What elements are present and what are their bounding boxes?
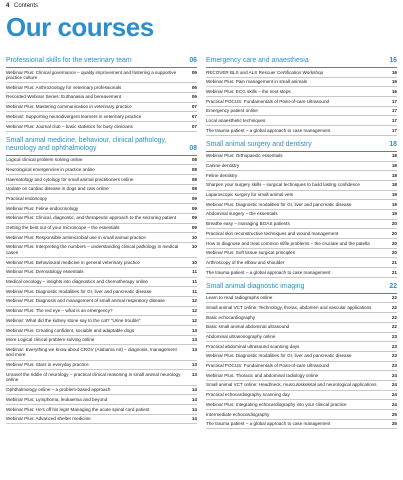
course-page-number: 11 bbox=[192, 279, 197, 285]
course-title: Webinar Plus: Interpreting the numbers – understanding clinical pathology in medical cases bbox=[6, 244, 179, 255]
page-number: 4 bbox=[6, 3, 10, 9]
course-item[interactable] bbox=[6, 185, 197, 195]
course-item[interactable] bbox=[206, 400, 397, 410]
section-title: Professional skills for the veterinary team bbox=[6, 57, 132, 64]
course-title: Webinar Plus: Thoracic and abdominal radiology online bbox=[206, 372, 319, 378]
course-item[interactable] bbox=[6, 287, 197, 297]
course-page-number: 24 bbox=[391, 401, 397, 407]
course-item[interactable] bbox=[206, 181, 397, 191]
section-page-number: 22 bbox=[389, 282, 397, 290]
course-title: Webinar Plus: Clinical, diagnostic, and therapeutic approach to the seizuring patient bbox=[6, 215, 176, 221]
course-title: Practical POCUS: Fundamentals of Point-of-care Ultrasound bbox=[206, 98, 330, 104]
course-item[interactable] bbox=[206, 303, 397, 313]
course-section bbox=[6, 137, 197, 425]
course-page-number: 22 bbox=[391, 304, 397, 310]
course-page-number: 24 bbox=[391, 392, 397, 398]
course-page-number: 08 bbox=[191, 186, 197, 192]
course-title: Neurological emergencies in practice online bbox=[6, 166, 95, 172]
course-title: Ophthalmology online – a problem-based approach bbox=[6, 387, 111, 393]
section-heading[interactable] bbox=[206, 57, 397, 68]
course-item[interactable] bbox=[206, 116, 397, 126]
course-page-number: 20 bbox=[391, 230, 397, 236]
course-item[interactable] bbox=[206, 239, 397, 249]
course-item[interactable] bbox=[6, 194, 197, 204]
course-title: Webinar Plus: He's off his legs! Managing the acute spinal cord patient bbox=[6, 406, 150, 412]
course-page-number: 13 bbox=[191, 362, 197, 368]
course-title: Webinar Plus: Diagnostic modalities for GI, liver and pancreatic disease bbox=[206, 201, 352, 207]
course-title: Intermediate echocardiography bbox=[206, 411, 270, 417]
course-item[interactable] bbox=[6, 405, 197, 415]
course-item[interactable] bbox=[206, 371, 397, 381]
course-section bbox=[206, 57, 397, 136]
course-title: Medical oncology – insights into diagnostics and chemotherapy online bbox=[6, 279, 148, 285]
course-page-number: 11 bbox=[192, 288, 197, 294]
course-page-number: 17 bbox=[391, 98, 397, 104]
course-title: Haematology and cytology for small animal practitioners online bbox=[6, 176, 134, 182]
course-item[interactable] bbox=[206, 333, 397, 343]
section-page-number: 16 bbox=[389, 57, 397, 64]
course-title: Webinar Plus: Diagnosis and management of small animal respiratory disease bbox=[6, 298, 165, 304]
course-page-number: 23 bbox=[391, 334, 397, 339]
course-item[interactable] bbox=[206, 171, 397, 181]
section-page-number: 08 bbox=[189, 144, 197, 152]
course-item[interactable] bbox=[6, 345, 197, 360]
section-page-number: 06 bbox=[189, 57, 197, 64]
course-item[interactable] bbox=[206, 352, 397, 362]
page-title: Our courses bbox=[6, 12, 154, 42]
course-page-number: 21 bbox=[391, 259, 397, 265]
course-item[interactable] bbox=[6, 297, 197, 307]
course-title: Canine dentistry bbox=[206, 163, 240, 168]
course-page-number: 06 bbox=[191, 84, 197, 90]
course-title: Webinar Plus: Clinical governance – quality improvement and fostering a supportive practice culture bbox=[6, 69, 177, 81]
section-title: Small animal surgery and dentistry bbox=[206, 140, 312, 148]
course-title: Practical endoscopy bbox=[6, 195, 48, 201]
course-page-number: 17 bbox=[391, 108, 397, 114]
course-title: Webinar Plus: Lymphoma, leukaemia and beyond bbox=[6, 396, 108, 402]
course-item[interactable] bbox=[206, 229, 397, 239]
course-page-number: 19 bbox=[391, 201, 397, 207]
section-heading[interactable] bbox=[6, 137, 197, 156]
course-title: Webinar Plus: Mastering communication in veterinary practice bbox=[6, 104, 132, 110]
course-item[interactable] bbox=[206, 294, 397, 304]
course-item[interactable] bbox=[6, 258, 197, 268]
course-item[interactable] bbox=[206, 200, 397, 210]
page-header bbox=[6, 3, 38, 9]
course-item[interactable] bbox=[6, 204, 197, 214]
course-item[interactable] bbox=[206, 362, 397, 372]
course-title: Webinar: What did the kidney stone say to the cat? "Urine trouble" bbox=[6, 317, 141, 323]
course-title: Webinar Plus: Advanced shelter medicine bbox=[6, 416, 91, 422]
course-item[interactable] bbox=[6, 156, 197, 166]
course-title: Small animal VCT online: Head/neck, musculoskeletal and neurological applications bbox=[206, 382, 377, 388]
course-title: Practical echocardiography scanning day bbox=[206, 392, 290, 398]
course-title: Unravel the riddle of neurology – practical clinical reasoning in small animal neurology online bbox=[6, 371, 181, 383]
course-page-number: 16 bbox=[391, 88, 397, 94]
course-item[interactable] bbox=[6, 278, 197, 288]
course-title: Feline dentistry bbox=[206, 172, 238, 178]
course-item[interactable] bbox=[6, 68, 197, 83]
course-title: Basic small animal abdominal ultrasound bbox=[206, 324, 290, 330]
course-page-number: 12 bbox=[191, 298, 197, 304]
course-title: Abdominal surgery – the essentials bbox=[206, 211, 278, 217]
course-title: The trauma patient – a global approach to case management bbox=[206, 269, 331, 275]
course-page-number: 07 bbox=[191, 104, 197, 110]
course-title: Webinar Plus: Journal club – basic statistics for busy clinicians bbox=[6, 123, 133, 129]
course-item[interactable] bbox=[206, 87, 397, 97]
course-item[interactable] bbox=[6, 307, 197, 317]
course-item[interactable] bbox=[6, 268, 197, 278]
course-page-number: 09 bbox=[191, 215, 197, 221]
course-item[interactable] bbox=[206, 420, 397, 430]
course-item[interactable] bbox=[206, 313, 397, 323]
course-title: Practical abdominal ultrasound scanning days bbox=[206, 343, 300, 349]
course-title: The trauma patient – a global approach to case management bbox=[206, 421, 331, 427]
course-title: Arthroscopy of the elbow and shoulder bbox=[206, 259, 285, 265]
course-item[interactable] bbox=[206, 107, 397, 117]
course-title: Abdominal ultrasonography online bbox=[206, 334, 276, 339]
course-page-number: 18 bbox=[391, 172, 397, 178]
course-title: Practical skin reconstructive techniques and wound management bbox=[206, 230, 339, 236]
course-title: Small animal VCT online: Technology, thorax, abdomen and vascular applications bbox=[206, 304, 372, 310]
section-title: Small animal medicine, behaviour, clinical pathology, neurology and ophthalmology bbox=[6, 136, 167, 152]
course-page-number: 06 bbox=[191, 69, 197, 75]
course-item[interactable] bbox=[6, 415, 197, 425]
course-item[interactable] bbox=[6, 243, 197, 258]
course-section bbox=[206, 141, 397, 278]
course-title: Webinar Plus: ECG skills – the next steps bbox=[206, 88, 291, 94]
course-page-number: 09 bbox=[191, 225, 197, 231]
course-page-number: 25 bbox=[391, 421, 397, 427]
course-page-number: 10 bbox=[191, 234, 197, 240]
course-page-number: 13 bbox=[191, 337, 197, 343]
course-page-number: 17 bbox=[391, 117, 397, 123]
course-title: Webinar Plus: Anthrozoology for veterinary professionals bbox=[6, 84, 122, 90]
course-title: Sharpen your surgery skills – surgical techniques to build lasting confidence bbox=[206, 182, 360, 188]
course-page-number: 13 bbox=[191, 371, 197, 377]
course-item[interactable] bbox=[206, 162, 397, 172]
course-item[interactable] bbox=[6, 112, 197, 122]
course-title: RECOVER BLS and ALS Rescuer Certification Workshop bbox=[206, 69, 324, 75]
course-item[interactable] bbox=[206, 381, 397, 391]
course-page-number: 19 bbox=[391, 192, 397, 198]
course-item[interactable] bbox=[206, 342, 397, 352]
course-item[interactable] bbox=[206, 68, 397, 78]
course-page-number: 23 bbox=[391, 363, 397, 369]
course-title: Webinar: Supporting neurodivergent learners in veterinary practice bbox=[6, 113, 142, 119]
course-item[interactable] bbox=[6, 165, 197, 175]
course-page-number: 13 bbox=[191, 327, 197, 333]
course-item[interactable] bbox=[6, 122, 197, 132]
course-page-number: 24 bbox=[391, 382, 397, 388]
course-title: Webinar Plus: Dermatology essentials bbox=[6, 269, 84, 275]
course-page-number: 13 bbox=[191, 346, 197, 352]
course-title: Webinar Plus: Soft tissue surgical principles bbox=[206, 250, 296, 256]
course-item[interactable] bbox=[206, 249, 397, 259]
course-item[interactable] bbox=[6, 224, 197, 234]
course-title: Learn to read radiographs online bbox=[206, 295, 273, 301]
course-page-number: 08 bbox=[191, 166, 197, 172]
section-heading[interactable] bbox=[206, 283, 397, 294]
course-page-number: 09 bbox=[191, 195, 197, 201]
course-item[interactable] bbox=[6, 214, 197, 224]
course-page-number: 23 bbox=[391, 343, 397, 349]
course-page-number: 14 bbox=[191, 406, 197, 412]
course-title: Breathe easy – managing BOAS patients bbox=[206, 221, 290, 227]
course-item[interactable] bbox=[206, 210, 397, 220]
course-page-number: 10 bbox=[191, 259, 197, 265]
course-item[interactable] bbox=[6, 336, 197, 346]
course-title: More Logical clinical problem solving online bbox=[6, 337, 95, 343]
course-page-number: 22 bbox=[391, 324, 397, 330]
course-page-number: 12 bbox=[191, 308, 197, 314]
course-item[interactable] bbox=[206, 220, 397, 230]
course-title: Recorded Webinar Series: Euthanasia and bereavement bbox=[6, 94, 122, 100]
course-page-number: 16 bbox=[391, 79, 397, 85]
course-page-number: 14 bbox=[191, 396, 197, 402]
course-item[interactable] bbox=[206, 391, 397, 401]
course-section bbox=[6, 57, 197, 132]
course-item[interactable] bbox=[6, 316, 197, 326]
course-page-number: 11 bbox=[192, 269, 197, 275]
course-title: Webinar Plus: Diagnostic modalities for GI, liver and pancreatic disease bbox=[6, 288, 152, 294]
course-page-number: 18 bbox=[391, 153, 397, 159]
course-title: Webinar: Everything we know about CRGV (Alabama rot) – diagnosis, management and more bbox=[6, 346, 177, 358]
course-title: Webinar Plus: Diagnostic modalities for GI, liver and pancreatic disease bbox=[206, 353, 352, 359]
course-title: Webinar Plus: Orthopaedic essentials bbox=[206, 153, 283, 159]
section-heading[interactable] bbox=[6, 57, 197, 68]
course-item[interactable] bbox=[206, 258, 397, 268]
section-heading[interactable] bbox=[206, 141, 397, 152]
course-page-number: 18 bbox=[391, 163, 397, 168]
course-page-number: 22 bbox=[391, 314, 397, 320]
course-page-number: 09 bbox=[191, 205, 197, 211]
course-item[interactable] bbox=[206, 268, 397, 278]
course-title: Practical POCUS: Fundamentals of Point-of-care Ultrasound bbox=[206, 363, 330, 369]
course-page-number: 08 bbox=[191, 157, 197, 163]
course-title: Webinar Plus: Pain management in small animals bbox=[206, 79, 308, 85]
section-label: Contents bbox=[14, 3, 39, 9]
left-column bbox=[6, 57, 197, 429]
course-title: Webinar Plus: Integrating echocardiography into your clinical practice bbox=[206, 401, 347, 407]
course-title: Webinar Plus: Feline endocrinology bbox=[6, 205, 79, 211]
course-title: Webinar Plus: Creating confident, sociable and adaptable dogs bbox=[6, 327, 135, 333]
course-item[interactable] bbox=[206, 78, 397, 88]
course-item[interactable] bbox=[6, 93, 197, 103]
course-item[interactable] bbox=[206, 97, 397, 107]
course-page-number: 21 bbox=[391, 269, 397, 275]
course-item[interactable] bbox=[6, 83, 197, 93]
course-page-number: 20 bbox=[391, 250, 397, 256]
course-title: Local anaesthetic techniques bbox=[206, 117, 266, 123]
course-page-number: 19 bbox=[391, 211, 397, 217]
course-item[interactable] bbox=[6, 103, 197, 113]
course-section bbox=[206, 283, 397, 430]
course-item[interactable] bbox=[206, 126, 397, 136]
course-title: Update on cardiac disease in dogs and cats online bbox=[6, 186, 109, 192]
course-page-number: 23 bbox=[391, 353, 397, 359]
course-title: Getting the best out of your microscope – the essentials bbox=[6, 225, 120, 231]
course-page-number: 24 bbox=[391, 372, 397, 378]
course-item[interactable] bbox=[6, 233, 197, 243]
course-item[interactable] bbox=[6, 361, 197, 371]
course-title: Webinar Plus: Behavioural medicine in general veterinary practice bbox=[6, 259, 140, 265]
course-page-number: 06 bbox=[191, 94, 197, 100]
course-page-number: 16 bbox=[391, 69, 397, 75]
course-item[interactable] bbox=[206, 152, 397, 162]
course-item[interactable] bbox=[206, 323, 397, 333]
course-page-number: 20 bbox=[391, 221, 397, 227]
right-column bbox=[206, 57, 397, 434]
course-page-number: 22 bbox=[391, 295, 397, 301]
course-item[interactable] bbox=[6, 326, 197, 336]
course-page-number: 12 bbox=[191, 317, 197, 323]
section-page-number: 18 bbox=[389, 140, 397, 148]
course-page-number: 10 bbox=[191, 244, 197, 250]
course-item[interactable] bbox=[206, 191, 397, 201]
course-title: Webinar Plus: Responsible antimicrobial use in small animal practice bbox=[6, 234, 146, 240]
course-title: The trauma patient – a global approach to case management bbox=[206, 127, 331, 133]
course-title: Webinar Plus: Stars in everyday practice bbox=[6, 362, 89, 368]
course-title: How to diagnose and treat common stifle problems – the cruciate and the patella bbox=[206, 240, 370, 246]
course-title: Emergency patient online bbox=[206, 108, 258, 114]
course-page-number: 25 bbox=[391, 411, 397, 417]
course-title: Webinar Plus: The red eye – what is an emergency? bbox=[6, 308, 113, 314]
course-page-number: 20 bbox=[391, 240, 397, 246]
section-title: Emergency care and anaesthesia bbox=[206, 57, 309, 64]
course-title: Laparoscopic surgery for small animal vets bbox=[206, 192, 294, 198]
course-title: Logical clinical problem solving online bbox=[6, 157, 83, 163]
course-item[interactable] bbox=[6, 175, 197, 185]
course-item[interactable] bbox=[6, 386, 197, 396]
course-title: Basic echocardiography bbox=[206, 314, 256, 320]
course-page-number: 14 bbox=[191, 387, 197, 393]
course-page-number: 18 bbox=[391, 182, 397, 188]
course-page-number: 08 bbox=[191, 176, 197, 182]
course-item[interactable] bbox=[206, 410, 397, 420]
course-page-number: 14 bbox=[191, 416, 197, 422]
course-item[interactable] bbox=[6, 395, 197, 405]
course-item[interactable] bbox=[6, 370, 197, 385]
course-page-number: 07 bbox=[191, 123, 197, 129]
course-page-number: 17 bbox=[391, 127, 397, 133]
section-title: Small animal diagnostic imaging bbox=[206, 282, 305, 290]
course-page-number: 07 bbox=[191, 113, 197, 119]
